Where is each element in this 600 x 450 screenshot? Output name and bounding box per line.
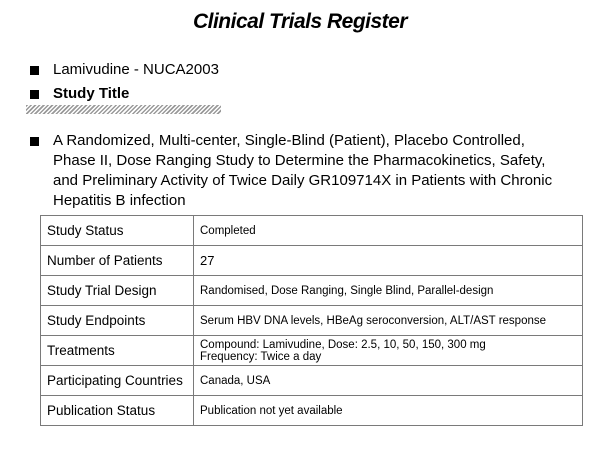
table-row	[41, 366, 583, 396]
square-bullet-icon	[30, 90, 39, 99]
table-row	[41, 336, 583, 366]
row-label: Study Trial Design	[41, 276, 194, 306]
bullet-item-study-title	[30, 131, 570, 211]
bullet-text: A Randomized, Multi-center, Single-Blind (Patient), Placebo Controlled, Phase II, Dose Ranging Study to Determine the Pharmacokinetics, Safety, and Preliminary Activity of Twice Daily GR109714X in Patients with Chronic Hepatitis B infection	[53, 132, 553, 209]
row-label: Study Endpoints	[41, 306, 194, 336]
row-value	[194, 336, 583, 366]
table-row	[41, 246, 583, 276]
row-label: Study Status	[41, 216, 194, 246]
bullet-item-drug	[30, 60, 219, 80]
bullet-text: Study Title	[53, 85, 130, 102]
table-row	[41, 306, 583, 336]
row-label: Treatments	[41, 336, 194, 366]
row-label: Number of Patients	[41, 246, 194, 276]
row-value: Randomised, Dose Ranging, Single Blind, Parallel-design	[194, 276, 583, 306]
study-info-table	[40, 215, 583, 426]
table-row	[41, 216, 583, 246]
row-label: Publication Status	[41, 396, 194, 426]
row-value: Publication not yet available	[194, 396, 583, 426]
bullet-item-study-title-heading	[30, 84, 129, 104]
row-value: Canada, USA	[194, 366, 583, 396]
treatment-frequency: Frequency: Twice a day	[200, 350, 322, 363]
table-row	[41, 276, 583, 306]
square-bullet-icon	[30, 137, 39, 146]
row-value: Serum HBV DNA levels, HBeAg seroconversion, ALT/AST response	[194, 306, 583, 336]
page-title: Clinical Trials Register	[192, 10, 408, 33]
bullet-text: Lamivudine - NUCA2003	[53, 61, 219, 78]
square-bullet-icon	[30, 66, 39, 75]
hatched-divider	[26, 105, 221, 114]
row-label: Participating Countries	[41, 366, 194, 396]
table-row	[41, 396, 583, 426]
row-value: Completed	[194, 216, 583, 246]
row-value: 27	[194, 246, 583, 276]
treatment-compound: Compound: Lamivudine, Dose: 2.5, 10, 50, 150, 300 mg	[200, 338, 486, 351]
